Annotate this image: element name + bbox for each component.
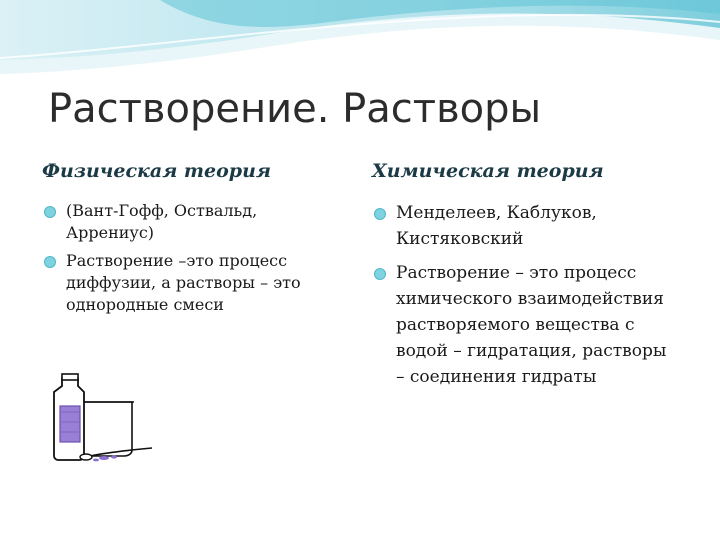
chemical-theory-heading: Химическая теория [372,160,604,182]
list-item [42,250,342,316]
list-item [372,200,672,252]
list-item-text: Растворение – это процесс химического взаимодействия растворяемого вещества с водой – гидратация, растворы – соединения гидраты [396,263,667,387]
chemical-theory-list [372,200,672,398]
round-bullet-icon [374,268,386,280]
list-item-text: Растворение –это процесс диффузии, а растворы – это однородные смеси [66,251,301,314]
list-item [372,260,672,390]
slide-title: Растворение. Растворы [48,86,542,132]
round-bullet-icon [44,206,56,218]
physical-theory-list [42,200,342,322]
physical-theory-heading: Физическая теория [42,160,272,182]
bottle-and-beaker-icon [40,372,160,462]
list-item [42,200,342,244]
list-item-text: Менделеев, Каблуков, Кистяковский [396,203,597,249]
round-bullet-icon [44,256,56,268]
list-item-text: (Вант-Гофф, Оствальд, Аррениус) [66,201,258,242]
round-bullet-icon [374,208,386,220]
header-wave-decoration [0,0,720,90]
